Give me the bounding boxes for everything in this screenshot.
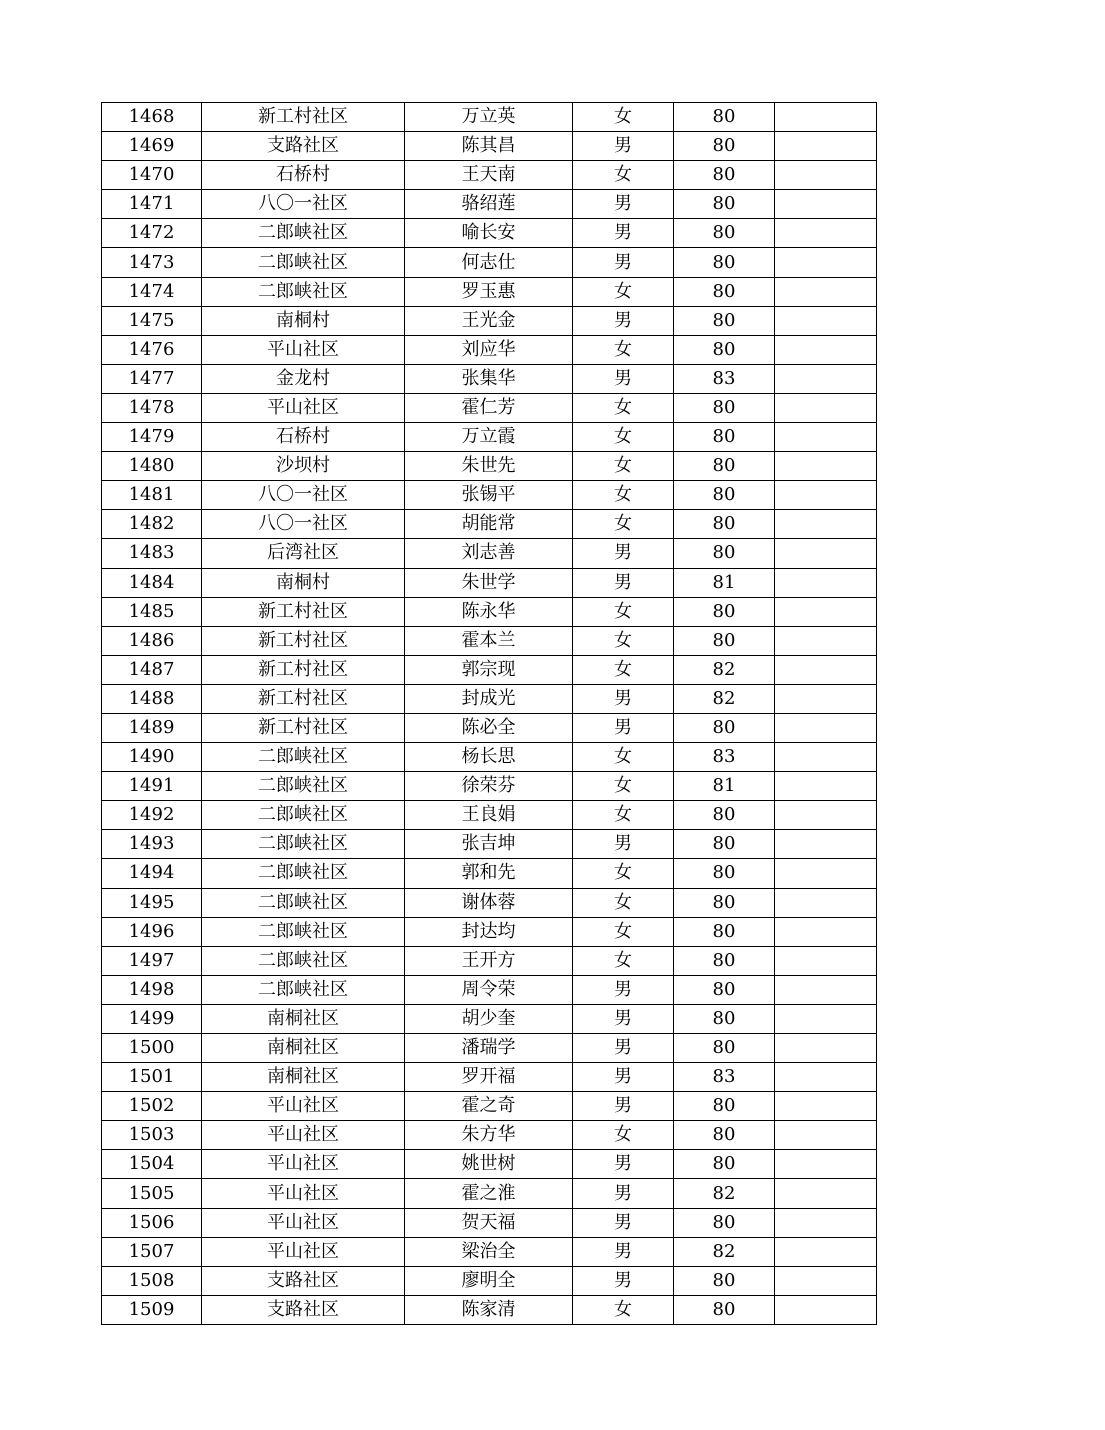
community-cell: 二郎峡社区 — [202, 975, 405, 1004]
community-cell: 新工村社区 — [202, 626, 405, 655]
gender-cell: 男 — [573, 539, 674, 568]
table-row — [102, 510, 877, 539]
community-cell: 石桥村 — [202, 161, 405, 190]
name-cell: 周令荣 — [405, 975, 573, 1004]
age-cell: 80 — [674, 713, 775, 742]
age-cell: 83 — [674, 364, 775, 393]
community-cell: 二郎峡社区 — [202, 772, 405, 801]
community-cell: 二郎峡社区 — [202, 248, 405, 277]
table-row — [102, 1179, 877, 1208]
roster-table — [101, 102, 877, 1325]
name-cell: 郭和先 — [405, 859, 573, 888]
age-cell: 82 — [674, 655, 775, 684]
name-cell: 封成光 — [405, 684, 573, 713]
age-cell: 80 — [674, 1004, 775, 1033]
gender-cell: 女 — [573, 859, 674, 888]
note-cell — [775, 743, 877, 772]
community-cell: 南桐村 — [202, 306, 405, 335]
table-row — [102, 248, 877, 277]
gender-cell: 女 — [573, 655, 674, 684]
note-cell — [775, 161, 877, 190]
age-cell: 82 — [674, 684, 775, 713]
table-row — [102, 161, 877, 190]
community-cell: 后湾社区 — [202, 539, 405, 568]
table-row — [102, 975, 877, 1004]
gender-cell: 女 — [573, 597, 674, 626]
community-cell: 平山社区 — [202, 393, 405, 422]
name-cell: 何志仕 — [405, 248, 573, 277]
name-cell: 朱世学 — [405, 568, 573, 597]
row-number-cell: 1493 — [102, 830, 202, 859]
community-cell: 新工村社区 — [202, 684, 405, 713]
name-cell: 刘志善 — [405, 539, 573, 568]
gender-cell: 男 — [573, 1092, 674, 1121]
note-cell — [775, 1121, 877, 1150]
note-cell — [775, 481, 877, 510]
community-cell: 平山社区 — [202, 1121, 405, 1150]
community-cell: 八〇一社区 — [202, 510, 405, 539]
table-row — [102, 306, 877, 335]
community-cell: 平山社区 — [202, 335, 405, 364]
note-cell — [775, 772, 877, 801]
table-row — [102, 1092, 877, 1121]
age-cell: 80 — [674, 975, 775, 1004]
table-row — [102, 1121, 877, 1150]
row-number-cell: 1472 — [102, 219, 202, 248]
note-cell — [775, 684, 877, 713]
name-cell: 陈家清 — [405, 1295, 573, 1324]
roster-table-body — [102, 103, 877, 1325]
gender-cell: 男 — [573, 1266, 674, 1295]
name-cell: 霍本兰 — [405, 626, 573, 655]
table-row — [102, 481, 877, 510]
name-cell: 罗开福 — [405, 1063, 573, 1092]
row-number-cell: 1475 — [102, 306, 202, 335]
age-cell: 80 — [674, 859, 775, 888]
age-cell: 80 — [674, 830, 775, 859]
gender-cell: 女 — [573, 335, 674, 364]
note-cell — [775, 364, 877, 393]
name-cell: 郭宗现 — [405, 655, 573, 684]
age-cell: 82 — [674, 1237, 775, 1266]
age-cell: 80 — [674, 277, 775, 306]
row-number-cell: 1494 — [102, 859, 202, 888]
row-number-cell: 1491 — [102, 772, 202, 801]
age-cell: 80 — [674, 801, 775, 830]
age-cell: 80 — [674, 1121, 775, 1150]
community-cell: 南桐社区 — [202, 1063, 405, 1092]
table-row — [102, 597, 877, 626]
row-number-cell: 1496 — [102, 917, 202, 946]
note-cell — [775, 103, 877, 132]
row-number-cell: 1497 — [102, 946, 202, 975]
note-cell — [775, 1179, 877, 1208]
name-cell: 杨长思 — [405, 743, 573, 772]
name-cell: 廖明全 — [405, 1266, 573, 1295]
gender-cell: 女 — [573, 946, 674, 975]
age-cell: 80 — [674, 888, 775, 917]
note-cell — [775, 975, 877, 1004]
name-cell: 姚世树 — [405, 1150, 573, 1179]
community-cell: 二郎峡社区 — [202, 743, 405, 772]
community-cell: 二郎峡社区 — [202, 277, 405, 306]
age-cell: 80 — [674, 103, 775, 132]
age-cell: 80 — [674, 452, 775, 481]
table-row — [102, 743, 877, 772]
age-cell: 80 — [674, 306, 775, 335]
age-cell: 81 — [674, 772, 775, 801]
table-row — [102, 713, 877, 742]
name-cell: 霍之淮 — [405, 1179, 573, 1208]
gender-cell: 女 — [573, 161, 674, 190]
name-cell: 潘瑞学 — [405, 1034, 573, 1063]
name-cell: 霍仁芳 — [405, 393, 573, 422]
gender-cell: 男 — [573, 1237, 674, 1266]
gender-cell: 男 — [573, 1179, 674, 1208]
note-cell — [775, 946, 877, 975]
note-cell — [775, 713, 877, 742]
gender-cell: 男 — [573, 1004, 674, 1033]
note-cell — [775, 1208, 877, 1237]
name-cell: 徐荣芬 — [405, 772, 573, 801]
name-cell: 王天南 — [405, 161, 573, 190]
gender-cell: 女 — [573, 743, 674, 772]
gender-cell: 女 — [573, 277, 674, 306]
table-row — [102, 1034, 877, 1063]
row-number-cell: 1486 — [102, 626, 202, 655]
gender-cell: 男 — [573, 248, 674, 277]
gender-cell: 男 — [573, 364, 674, 393]
community-cell: 二郎峡社区 — [202, 219, 405, 248]
gender-cell: 女 — [573, 423, 674, 452]
table-row — [102, 277, 877, 306]
note-cell — [775, 132, 877, 161]
note-cell — [775, 917, 877, 946]
note-cell — [775, 393, 877, 422]
age-cell: 80 — [674, 626, 775, 655]
gender-cell: 男 — [573, 713, 674, 742]
name-cell: 胡能常 — [405, 510, 573, 539]
row-number-cell: 1505 — [102, 1179, 202, 1208]
table-row — [102, 393, 877, 422]
note-cell — [775, 1092, 877, 1121]
gender-cell: 女 — [573, 103, 674, 132]
note-cell — [775, 568, 877, 597]
name-cell: 张集华 — [405, 364, 573, 393]
name-cell: 朱方华 — [405, 1121, 573, 1150]
community-cell: 支路社区 — [202, 132, 405, 161]
note-cell — [775, 830, 877, 859]
gender-cell: 男 — [573, 830, 674, 859]
age-cell: 80 — [674, 1295, 775, 1324]
row-number-cell: 1481 — [102, 481, 202, 510]
row-number-cell: 1480 — [102, 452, 202, 481]
community-cell: 新工村社区 — [202, 103, 405, 132]
note-cell — [775, 1034, 877, 1063]
age-cell: 80 — [674, 1150, 775, 1179]
age-cell: 80 — [674, 510, 775, 539]
gender-cell: 男 — [573, 219, 674, 248]
name-cell: 罗玉惠 — [405, 277, 573, 306]
table-row — [102, 946, 877, 975]
note-cell — [775, 1237, 877, 1266]
community-cell: 南桐社区 — [202, 1034, 405, 1063]
community-cell: 八〇一社区 — [202, 481, 405, 510]
name-cell: 梁治全 — [405, 1237, 573, 1266]
community-cell: 平山社区 — [202, 1237, 405, 1266]
community-cell: 沙坝村 — [202, 452, 405, 481]
row-number-cell: 1509 — [102, 1295, 202, 1324]
row-number-cell: 1492 — [102, 801, 202, 830]
gender-cell: 男 — [573, 1063, 674, 1092]
name-cell: 刘应华 — [405, 335, 573, 364]
table-row — [102, 132, 877, 161]
row-number-cell: 1476 — [102, 335, 202, 364]
gender-cell: 男 — [573, 1208, 674, 1237]
note-cell — [775, 248, 877, 277]
row-number-cell: 1484 — [102, 568, 202, 597]
community-cell: 二郎峡社区 — [202, 946, 405, 975]
row-number-cell: 1487 — [102, 655, 202, 684]
row-number-cell: 1499 — [102, 1004, 202, 1033]
name-cell: 万立英 — [405, 103, 573, 132]
table-row — [102, 190, 877, 219]
community-cell: 金龙村 — [202, 364, 405, 393]
note-cell — [775, 1150, 877, 1179]
row-number-cell: 1485 — [102, 597, 202, 626]
row-number-cell: 1473 — [102, 248, 202, 277]
note-cell — [775, 597, 877, 626]
note-cell — [775, 190, 877, 219]
table-row — [102, 684, 877, 713]
row-number-cell: 1495 — [102, 888, 202, 917]
name-cell: 胡少奎 — [405, 1004, 573, 1033]
table-row — [102, 626, 877, 655]
community-cell: 二郎峡社区 — [202, 801, 405, 830]
community-cell: 平山社区 — [202, 1208, 405, 1237]
community-cell: 支路社区 — [202, 1266, 405, 1295]
note-cell — [775, 801, 877, 830]
name-cell: 喻长安 — [405, 219, 573, 248]
age-cell: 80 — [674, 539, 775, 568]
gender-cell: 女 — [573, 772, 674, 801]
age-cell: 80 — [674, 1208, 775, 1237]
name-cell: 陈永华 — [405, 597, 573, 626]
gender-cell: 男 — [573, 975, 674, 1004]
note-cell — [775, 1295, 877, 1324]
table-row — [102, 1150, 877, 1179]
gender-cell: 女 — [573, 801, 674, 830]
age-cell: 80 — [674, 597, 775, 626]
table-row — [102, 1063, 877, 1092]
community-cell: 平山社区 — [202, 1092, 405, 1121]
age-cell: 80 — [674, 132, 775, 161]
note-cell — [775, 888, 877, 917]
table-row — [102, 219, 877, 248]
row-number-cell: 1482 — [102, 510, 202, 539]
name-cell: 王开方 — [405, 946, 573, 975]
name-cell: 万立霞 — [405, 423, 573, 452]
community-cell: 八〇一社区 — [202, 190, 405, 219]
note-cell — [775, 277, 877, 306]
name-cell: 骆绍莲 — [405, 190, 573, 219]
age-cell: 80 — [674, 481, 775, 510]
note-cell — [775, 335, 877, 364]
table-row — [102, 1295, 877, 1324]
age-cell: 80 — [674, 393, 775, 422]
age-cell: 81 — [674, 568, 775, 597]
community-cell: 新工村社区 — [202, 713, 405, 742]
note-cell — [775, 859, 877, 888]
community-cell: 南桐村 — [202, 568, 405, 597]
table-row — [102, 539, 877, 568]
gender-cell: 女 — [573, 481, 674, 510]
note-cell — [775, 423, 877, 452]
age-cell: 80 — [674, 248, 775, 277]
age-cell: 83 — [674, 743, 775, 772]
age-cell: 80 — [674, 219, 775, 248]
gender-cell: 女 — [573, 393, 674, 422]
row-number-cell: 1502 — [102, 1092, 202, 1121]
name-cell: 朱世先 — [405, 452, 573, 481]
community-cell: 二郎峡社区 — [202, 917, 405, 946]
table-row — [102, 1237, 877, 1266]
age-cell: 80 — [674, 1266, 775, 1295]
name-cell: 王良娟 — [405, 801, 573, 830]
name-cell: 陈必全 — [405, 713, 573, 742]
community-cell: 新工村社区 — [202, 655, 405, 684]
name-cell: 霍之奇 — [405, 1092, 573, 1121]
row-number-cell: 1488 — [102, 684, 202, 713]
gender-cell: 女 — [573, 917, 674, 946]
age-cell: 80 — [674, 190, 775, 219]
table-row — [102, 917, 877, 946]
name-cell: 张锡平 — [405, 481, 573, 510]
age-cell: 80 — [674, 335, 775, 364]
age-cell: 80 — [674, 161, 775, 190]
note-cell — [775, 219, 877, 248]
community-cell: 二郎峡社区 — [202, 888, 405, 917]
table-row — [102, 888, 877, 917]
age-cell: 80 — [674, 946, 775, 975]
row-number-cell: 1500 — [102, 1034, 202, 1063]
row-number-cell: 1498 — [102, 975, 202, 1004]
row-number-cell: 1490 — [102, 743, 202, 772]
table-row — [102, 364, 877, 393]
community-cell: 南桐社区 — [202, 1004, 405, 1033]
note-cell — [775, 539, 877, 568]
gender-cell: 女 — [573, 510, 674, 539]
gender-cell: 男 — [573, 1034, 674, 1063]
gender-cell: 女 — [573, 452, 674, 481]
gender-cell: 男 — [573, 190, 674, 219]
row-number-cell: 1474 — [102, 277, 202, 306]
row-number-cell: 1483 — [102, 539, 202, 568]
table-row — [102, 772, 877, 801]
age-cell: 80 — [674, 423, 775, 452]
note-cell — [775, 1004, 877, 1033]
note-cell — [775, 452, 877, 481]
row-number-cell: 1489 — [102, 713, 202, 742]
age-cell: 83 — [674, 1063, 775, 1092]
age-cell: 82 — [674, 1179, 775, 1208]
gender-cell: 男 — [573, 132, 674, 161]
table-row — [102, 655, 877, 684]
note-cell — [775, 306, 877, 335]
gender-cell: 男 — [573, 684, 674, 713]
table-row — [102, 1266, 877, 1295]
row-number-cell: 1468 — [102, 103, 202, 132]
note-cell — [775, 1266, 877, 1295]
table-row — [102, 568, 877, 597]
gender-cell: 男 — [573, 568, 674, 597]
row-number-cell: 1471 — [102, 190, 202, 219]
gender-cell: 女 — [573, 1121, 674, 1150]
gender-cell: 男 — [573, 1150, 674, 1179]
row-number-cell: 1469 — [102, 132, 202, 161]
community-cell: 二郎峡社区 — [202, 859, 405, 888]
table-row — [102, 335, 877, 364]
row-number-cell: 1503 — [102, 1121, 202, 1150]
note-cell — [775, 655, 877, 684]
gender-cell: 女 — [573, 888, 674, 917]
name-cell: 封达均 — [405, 917, 573, 946]
table-row — [102, 452, 877, 481]
table-row — [102, 423, 877, 452]
name-cell: 陈其昌 — [405, 132, 573, 161]
community-cell: 石桥村 — [202, 423, 405, 452]
row-number-cell: 1479 — [102, 423, 202, 452]
community-cell: 二郎峡社区 — [202, 830, 405, 859]
note-cell — [775, 626, 877, 655]
name-cell: 王光金 — [405, 306, 573, 335]
age-cell: 80 — [674, 1034, 775, 1063]
table-row — [102, 801, 877, 830]
note-cell — [775, 510, 877, 539]
table-row — [102, 103, 877, 132]
name-cell: 张吉坤 — [405, 830, 573, 859]
table-row — [102, 1004, 877, 1033]
table-row — [102, 1208, 877, 1237]
row-number-cell: 1477 — [102, 364, 202, 393]
row-number-cell: 1508 — [102, 1266, 202, 1295]
community-cell: 新工村社区 — [202, 597, 405, 626]
row-number-cell: 1506 — [102, 1208, 202, 1237]
age-cell: 80 — [674, 917, 775, 946]
document-page — [101, 102, 877, 1325]
age-cell: 80 — [674, 1092, 775, 1121]
gender-cell: 男 — [573, 306, 674, 335]
gender-cell: 女 — [573, 1295, 674, 1324]
row-number-cell: 1478 — [102, 393, 202, 422]
gender-cell: 女 — [573, 626, 674, 655]
table-row — [102, 830, 877, 859]
row-number-cell: 1501 — [102, 1063, 202, 1092]
row-number-cell: 1470 — [102, 161, 202, 190]
row-number-cell: 1507 — [102, 1237, 202, 1266]
name-cell: 贺天福 — [405, 1208, 573, 1237]
community-cell: 支路社区 — [202, 1295, 405, 1324]
community-cell: 平山社区 — [202, 1179, 405, 1208]
community-cell: 平山社区 — [202, 1150, 405, 1179]
name-cell: 谢体蓉 — [405, 888, 573, 917]
row-number-cell: 1504 — [102, 1150, 202, 1179]
note-cell — [775, 1063, 877, 1092]
table-row — [102, 859, 877, 888]
